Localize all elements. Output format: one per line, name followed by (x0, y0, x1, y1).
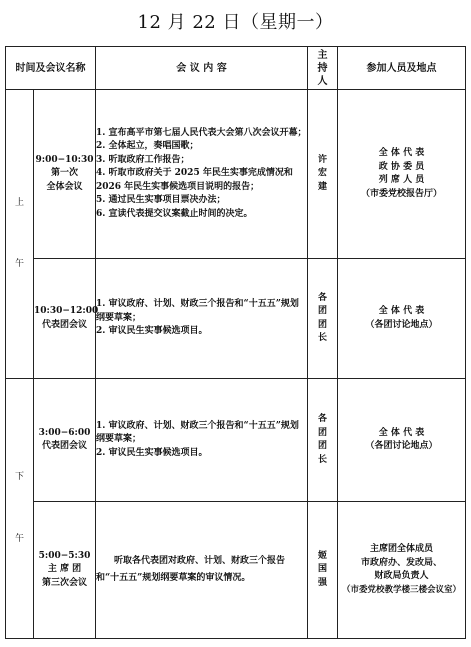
host-cell (308, 259, 338, 379)
host-char: 团 (317, 441, 327, 451)
session-time: 5:00−5:30 (38, 550, 91, 561)
host-char: 许 (317, 154, 327, 165)
people-cell (338, 379, 466, 502)
people-line: 全 体 代 表 (378, 148, 425, 158)
header-row (6, 47, 466, 90)
header-content: 会 议 内 容 (96, 47, 308, 90)
header-host (308, 47, 338, 90)
session-name-cell (34, 259, 99, 379)
session-content-cell (96, 259, 308, 379)
session-name-line: 第三次会议 (41, 577, 87, 588)
host-char: 团 (317, 427, 327, 438)
session-name-cell (34, 379, 96, 502)
table-row (6, 379, 466, 502)
agenda-item: 6. 宣读代表提交议案截止时间的决定。 (96, 208, 253, 219)
session-content-cell (96, 90, 308, 259)
session-name-cell (34, 90, 96, 259)
host-char: 各 (317, 414, 327, 424)
agenda-item: 2. 审议民生实事候选项目。 (96, 447, 208, 458)
host-cell (308, 90, 338, 259)
schedule-table (5, 46, 466, 639)
agenda-item: 3. 听取政府工作报告； (96, 154, 190, 165)
people-location: （市委党校教学楼三楼会议室） (341, 584, 461, 595)
agenda-paragraph: 听取各代表团对政府、计划、财政三个报告和“十五五”规划纲要草案的审议情况。 (96, 555, 286, 583)
people-line: 市政府办、发改局、 (360, 557, 442, 568)
people-line: 政 协 委 员 (378, 161, 425, 172)
host-char: 建 (317, 181, 327, 192)
session-name-cell (34, 502, 96, 639)
session-time: 3:00−6:00 (38, 427, 91, 438)
table-row (6, 502, 466, 639)
people-cell (338, 259, 466, 379)
host-char: 长 (317, 333, 327, 343)
period-afternoon-char: 午 (14, 533, 24, 544)
agenda-item: 1. 宣布高平市第七届人民代表大会第八次会议开幕； (96, 127, 307, 138)
host-char: 长 (317, 454, 327, 465)
period-morning-char: 上 (14, 197, 24, 208)
session-time: 9:00−10:30 (35, 154, 94, 165)
session-name-line: 代表团会议 (41, 441, 87, 451)
session-name-line: 代表团会议 (41, 319, 87, 330)
table-row (6, 259, 466, 379)
period-morning-char: 午 (14, 259, 24, 269)
host-char: 国 (317, 564, 327, 575)
people-location: （市委党校报告厅） (360, 188, 442, 199)
header-host-text: 主持人 (317, 49, 328, 87)
agenda-item: 4. 听取市政府关于 2025 年民生实事完成情况和 2026 年民生实事候选项目说明的报告； (96, 168, 293, 192)
host-char: 姬 (317, 550, 327, 561)
people-cell (338, 90, 466, 259)
page-title: 12 月 22 日（星期一） (137, 12, 334, 33)
agenda-item: 1. 审议政府、计划、财政三个报告和“十五五”规划纲要草案； (96, 299, 299, 323)
host-cell (308, 379, 338, 502)
host-char: 宏 (317, 168, 327, 179)
session-time: 10:30−12:00 (34, 306, 99, 316)
session-name-line: 全体会议 (46, 181, 83, 192)
agenda-item: 1. 审议政府、计划、财政三个报告和“十五五”规划纲要草案； (96, 420, 299, 445)
people-line: 列 席 人 员 (378, 175, 425, 185)
header-people: 参加人员及地点 (338, 47, 466, 90)
host-char: 团 (317, 306, 327, 316)
host-char: 团 (317, 319, 327, 330)
host-cell (308, 502, 338, 639)
host-char: 强 (317, 577, 327, 588)
agenda-item: 5. 通过民生实事项目票决办法； (96, 195, 226, 206)
agenda-item: 2. 审议民生实事候选项目。 (96, 326, 208, 337)
session-content-cell (96, 502, 308, 639)
session-name-line: 主 席 团 (47, 564, 82, 575)
session-content-cell (96, 379, 308, 502)
people-line: 主席团全体成员 (369, 544, 433, 555)
people-line: 全 体 代 表 (378, 306, 425, 316)
session-name-line: 第一次 (50, 168, 78, 179)
header-time-name: 时间及会议名称 (6, 47, 96, 90)
people-location: （各团讨论地点） (365, 319, 438, 330)
host-char: 各 (317, 292, 327, 303)
people-line: 财政局负责人 (374, 571, 429, 582)
agenda-item: 2. 全体起立，奏唱国歌； (96, 141, 199, 152)
people-line: 全 体 代 表 (378, 427, 425, 438)
people-cell (338, 502, 466, 639)
period-afternoon-char: 下 (14, 472, 24, 482)
period-afternoon (6, 379, 34, 639)
period-morning (6, 90, 34, 379)
people-location: （各团讨论地点） (365, 441, 438, 451)
table-row (6, 90, 466, 259)
